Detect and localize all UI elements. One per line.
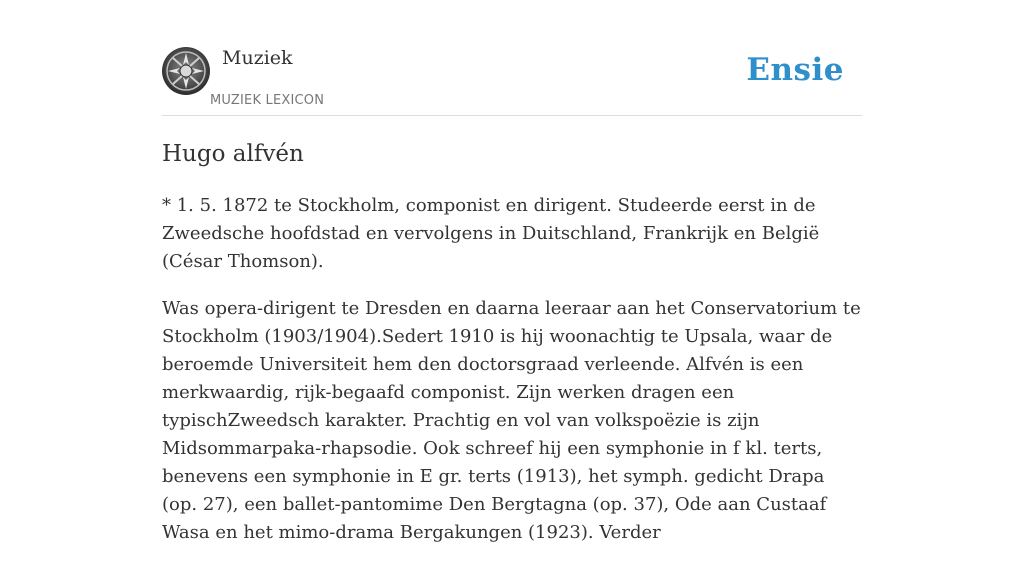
- article-paragraph: Was opera-dirigent te Dresden en daarna leeraar aan het Conservatorium te Stockholm (1903/1904).Sedert 1910 is hij woonachtig te Upsala, waar de beroemde Universiteit hem den doctorsgraad verleende. Alfvén is een merkwaardig, rijk-begaafd componist. Zijn werken dragen een typischZweedsch karakter. Prachtig en vol van volkspoëzie is zijn Midsommarpaka-rhapsodie. Ook schreef hij een symphonie in f kl. terts, benevens een symphonie in E gr. terts (1913), het symph. gedicht Drapa (op. 27), een ballet-pantomime Den Bergtagna (op. 37), Ode aan Custaaf Wasa en het mimo-drama Bergakungen (1923). Verder: [162, 298, 861, 543]
- source-name[interactable]: Muziek: [222, 47, 293, 69]
- page-header: [162, 44, 862, 116]
- article-title: Hugo alfvén: [162, 141, 304, 167]
- ornament-emblem-icon[interactable]: [162, 47, 210, 95]
- brand-logo[interactable]: Ensie: [746, 52, 844, 88]
- source-subtitle: MUZIEK LEXICON: [210, 93, 325, 108]
- article: [162, 138, 862, 566]
- article-paragraph: * 1. 5. 1872 te Stockholm, componist en dirigent. Studeerde eerst in de Zweedsche hoofdstad en vervolgens in Duitschland, Frankrijk en België (César Thomson).: [162, 195, 820, 272]
